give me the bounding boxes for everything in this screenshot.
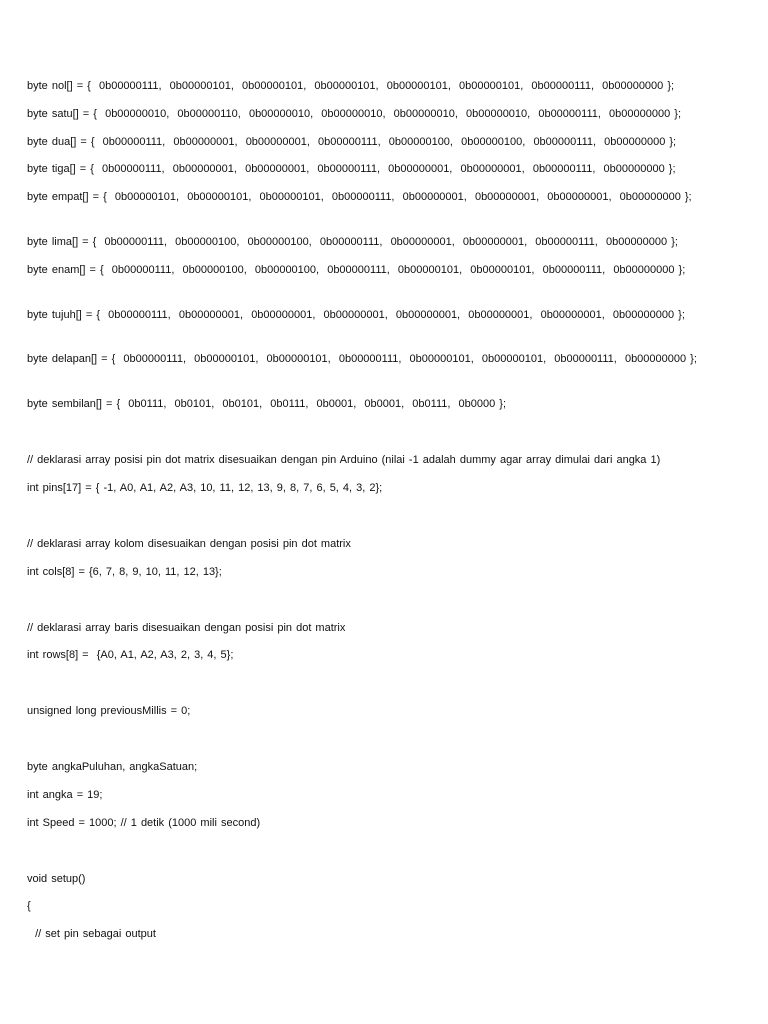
comment-cols: // deklarasi array kolom disesuaikan dengan posisi pin dot matrix	[27, 538, 351, 550]
code-line-sembilan: byte sembilan[] = { 0b0111, 0b0101, 0b0101, 0b0111, 0b0001, 0b0001, 0b0111, 0b0000 };	[27, 398, 507, 410]
code-line-dua: byte dua[] = { 0b00000111, 0b00000001, 0b00000001, 0b00000111, 0b00000100, 0b00000100, 0b00000111, 0b00000000 };	[27, 136, 677, 148]
code-line-setup: void setup()	[27, 873, 86, 885]
code-line-angka: int angka = 19;	[27, 789, 103, 801]
code-line-lima: byte lima[] = { 0b00000111, 0b00000100, 0b00000100, 0b00000111, 0b00000001, 0b00000001, 0b00000111, 0b00000000 };	[27, 236, 678, 248]
code-line-angka-vars: byte angkaPuluhan, angkaSatuan;	[27, 761, 198, 773]
code-line-delapan: byte delapan[] = { 0b00000111, 0b00000101, 0b00000101, 0b00000111, 0b00000101, 0b00000101, 0b00000111, 0b00000000 };	[27, 353, 697, 365]
code-line-rows: int rows[8] = {A0, A1, A2, A3, 2, 3, 4, 5};	[27, 649, 234, 661]
code-line-previous-millis: unsigned long previousMillis = 0;	[27, 705, 191, 717]
code-line-tiga: byte tiga[] = { 0b00000111, 0b00000001, 0b00000001, 0b00000111, 0b00000001, 0b00000001, 0b00000111, 0b00000000 };	[27, 163, 676, 175]
comment-set-pin: // set pin sebagai output	[27, 928, 156, 940]
comment-rows: // deklarasi array baris disesuaikan dengan posisi pin dot matrix	[27, 622, 346, 634]
code-line-enam: byte enam[] = { 0b00000111, 0b00000100, 0b00000100, 0b00000111, 0b00000101, 0b00000101, 0b00000111, 0b00000000 };	[27, 264, 686, 276]
code-line-tujuh: byte tujuh[] = { 0b00000111, 0b00000001, 0b00000001, 0b00000001, 0b00000001, 0b00000001, 0b00000001, 0b00000000 };	[27, 309, 685, 321]
code-line-brace: {	[27, 900, 31, 912]
code-line-pins: int pins[17] = { -1, A0, A1, A2, A3, 10, 11, 12, 13, 9, 8, 7, 6, 5, 4, 3, 2};	[27, 482, 383, 494]
code-line-speed: int Speed = 1000; // 1 detik (1000 mili second)	[27, 817, 261, 829]
code-line-nol: byte nol[] = { 0b00000111, 0b00000101, 0b00000101, 0b00000101, 0b00000101, 0b00000101, 0b00000111, 0b00000000 };	[27, 80, 675, 92]
code-line-satu: byte satu[] = { 0b00000010, 0b00000110, 0b00000010, 0b00000010, 0b00000010, 0b00000010, 0b00000111, 0b00000000 };	[27, 108, 682, 120]
code-line-cols: int cols[8] = {6, 7, 8, 9, 10, 11, 12, 13};	[27, 566, 222, 578]
comment-pins: // deklarasi array posisi pin dot matrix disesuaikan dengan pin Arduino (nilai -1 adalah dummy agar array dimulai dari angka 1)	[27, 454, 661, 466]
code-line-empat: byte empat[] = { 0b00000101, 0b00000101, 0b00000101, 0b00000111, 0b00000001, 0b00000001, 0b00000001, 0b00000000 };	[27, 191, 692, 203]
